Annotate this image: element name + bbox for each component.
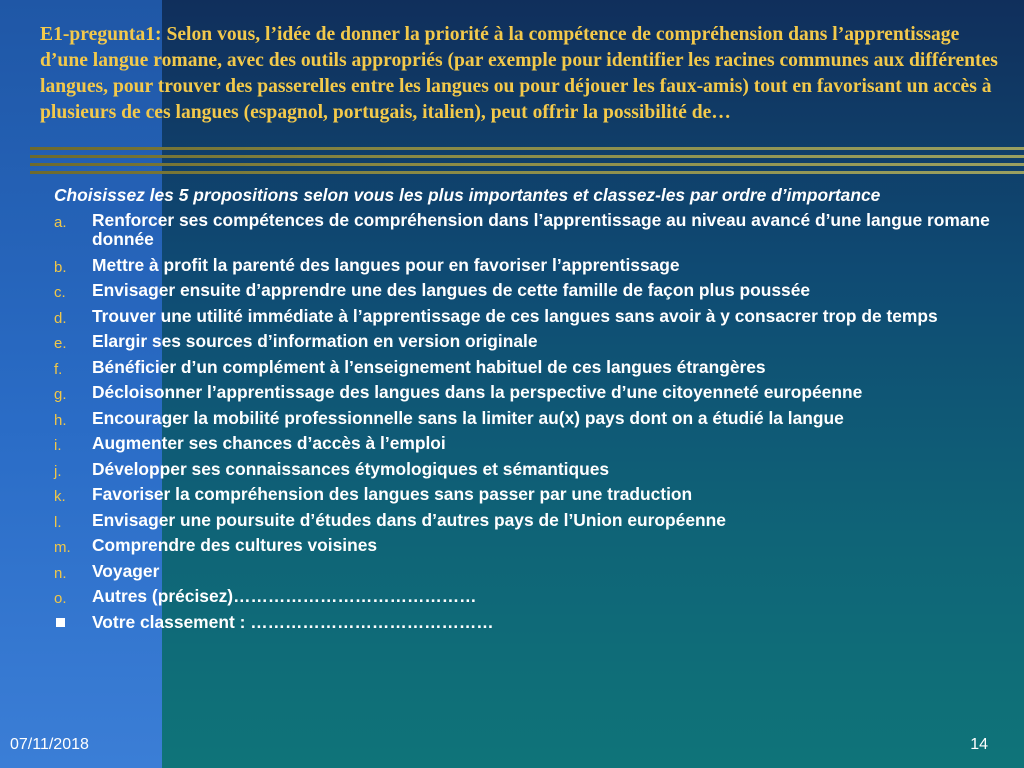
list-item [54,281,1004,300]
item-marker: d. [54,309,67,327]
list-item [54,307,1004,326]
list-item [54,511,1004,530]
item-marker: i. [54,437,62,454]
stripe [30,163,1024,166]
item-marker: a. [54,214,67,231]
item-text: Elargir ses sources d’information en version originale [92,331,538,351]
item-text: Envisager une poursuite d’études dans d’autres pays de l’Union européenne [92,509,726,530]
ranking-label: Votre classement : …………………………………… [92,611,494,632]
list-item [54,562,1004,581]
item-text: Décloisonner l’apprentissage des langues dans la perspective d’une citoyenneté européenne [92,382,863,402]
page-number: 14 [970,736,988,753]
slide-body [54,186,1004,638]
list-item [54,536,1004,555]
item-marker: j. [54,462,62,480]
decorative-stripes [0,147,1024,179]
item-marker: f. [54,360,63,378]
instructions: Choisissez les 5 propositions selon vous les plus importantes et classez-les par ordre d’importance [54,185,881,205]
item-text: Autres (précisez)…………………………………… [92,586,477,606]
list-item [54,358,1004,377]
item-text: Comprendre des cultures voisines [92,535,378,555]
ranking-item [54,613,1004,632]
item-marker: n. [54,564,67,582]
list-item [54,409,1004,428]
item-text: Favoriser la compréhension des langues sans passer par une traduction [92,484,693,504]
list-item [54,587,1004,606]
square-bullet-icon [56,618,65,627]
list-item [54,256,1004,275]
item-text: Trouver une utilité immédiate à l’apprentissage de ces langues sans avoir à y consacrer trop de temps [92,305,938,326]
item-text: Bénéficier d’un complément à l’enseignement habituel de ces langues étrangères [92,356,766,377]
list-item [54,485,1004,504]
list-item [54,383,1004,402]
item-text: Encourager la mobilité professionnelle sans la limiter au(x) pays dont on a étudié la langue [92,407,844,428]
item-marker: e. [54,335,67,352]
item-text: Voyager [92,560,160,581]
stripe [30,147,1024,150]
item-marker: g. [54,386,67,403]
list-item [54,460,1004,479]
item-marker: h. [54,411,67,429]
item-text: Mettre à profit la parenté des langues pour en favoriser l’apprentissage [92,254,680,275]
item-text: Augmenter ses chances d’accès à l’emploi [92,433,446,453]
list-item [54,434,1004,453]
stripe [30,171,1024,174]
item-marker: l. [54,513,62,531]
options-list [54,211,1004,632]
item-marker: o. [54,590,67,607]
stripe [30,155,1024,158]
slide-title: E1-pregunta1: Selon vous, l’idée de donner la priorité à la compétence de compréhension dans l’apprentissage d’une langue romane, avec des outils appropriés (par exemple pour identifier les racines communes aux différentes langues, pour trouver des passerelles entre les langues ou pour déjouer les faux-amis) tout en favorisant un accès à plusieurs de ces langues (espagnol, portugais, italien), peut offrir la possibilité de… [40,24,998,123]
item-marker: m. [54,539,71,556]
item-marker: b. [54,258,67,276]
item-marker: c. [54,284,66,301]
list-item [54,211,1004,249]
list-item [54,332,1004,351]
item-text: Envisager ensuite d’apprendre une des langues de cette famille de façon plus poussée [92,280,811,300]
footer-date: 07/11/2018 [10,736,89,753]
item-text: Développer ses connaissances étymologiques et sémantiques [92,458,610,479]
item-marker: k. [54,488,66,505]
item-text: Renforcer ses compétences de compréhension dans l’apprentissage au niveau avancé d’une langue romane donnée [92,210,990,249]
